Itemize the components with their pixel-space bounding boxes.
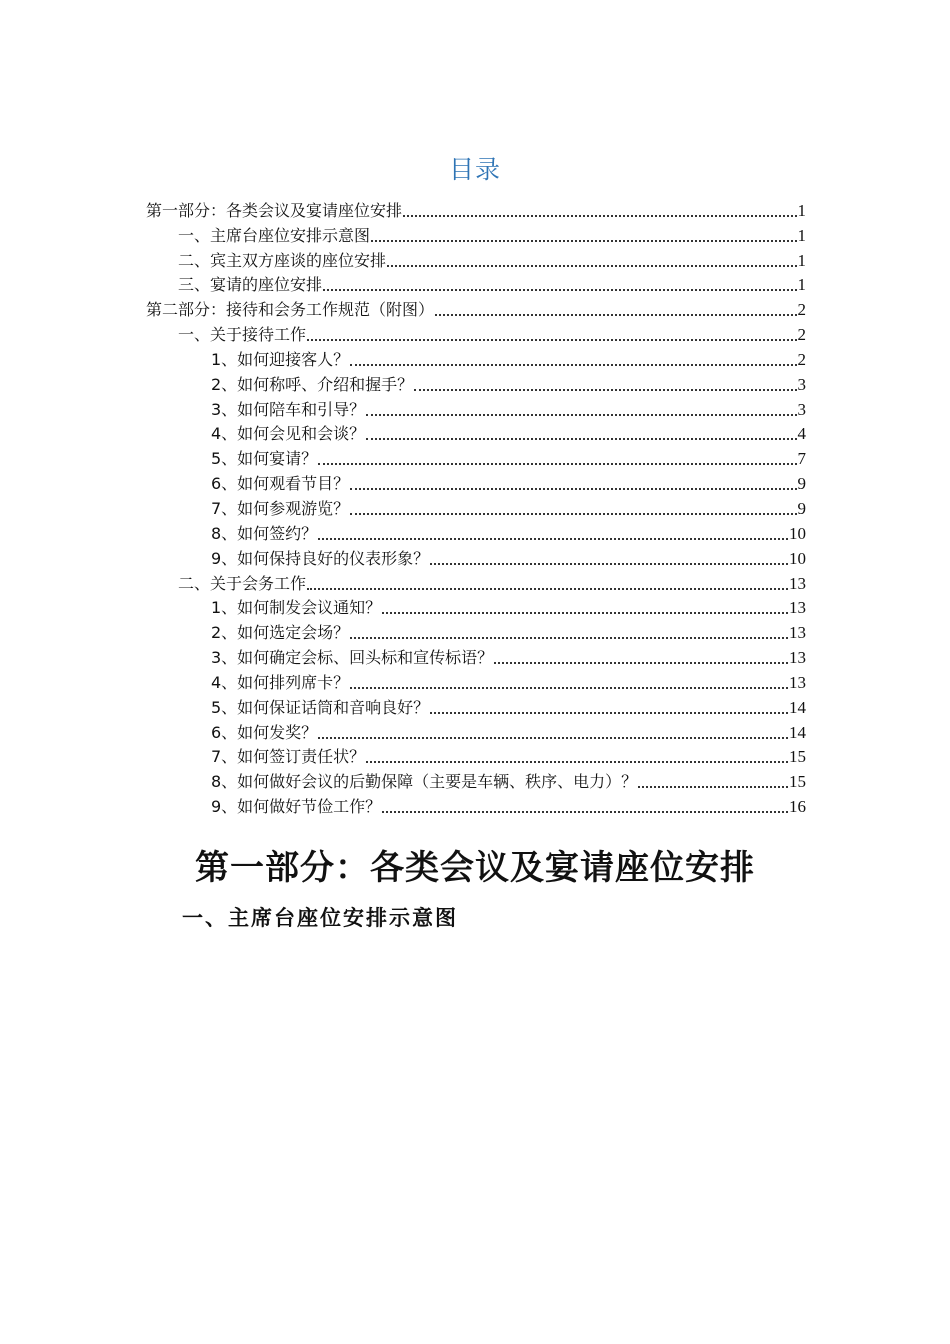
toc-entry-text: 2、如何选定会场？ — [211, 623, 350, 643]
toc-entry[interactable] — [146, 395, 806, 420]
toc-entry[interactable] — [146, 420, 806, 445]
toc-entry-page-number: 9 — [797, 498, 806, 518]
toc-entry-page-number: 14 — [789, 722, 806, 742]
toc-entry-text: 6、如何观看节目？ — [211, 474, 350, 494]
toc-entry-page-number: 9 — [797, 474, 806, 494]
toc-entry[interactable] — [146, 196, 806, 221]
toc-title: 目录 — [448, 155, 501, 184]
toc-entry-text: 5、如何保证话筒和音响良好？ — [211, 697, 430, 717]
toc-entry-text: 2、如何称呼、介绍和握手？ — [211, 374, 414, 394]
toc-entry[interactable] — [146, 643, 806, 668]
toc-entry-page-number: 2 — [797, 325, 806, 345]
toc-dot-leader — [430, 563, 788, 565]
toc-dot-leader — [494, 662, 788, 664]
toc-entry-text: 5、如何宴请？ — [211, 449, 318, 469]
toc-dot-leader — [366, 761, 788, 763]
toc-dot-leader — [350, 687, 788, 689]
toc-dot-leader — [387, 265, 796, 267]
toc-dot-leader — [435, 314, 796, 316]
toc-entry[interactable] — [146, 494, 806, 519]
toc-dot-leader — [318, 737, 788, 739]
toc-entry[interactable] — [146, 544, 806, 569]
toc-entry[interactable] — [146, 519, 806, 544]
toc-entry-text: 二、关于会务工作 — [178, 573, 307, 593]
toc-entry-page-number: 4 — [797, 424, 806, 444]
toc-dot-leader — [350, 513, 796, 515]
toc-entry[interactable] — [146, 221, 806, 246]
toc-entry-text: 3、如何确定会标、回头标和宣传标语？ — [211, 648, 494, 668]
toc-entry-page-number: 15 — [789, 747, 806, 767]
toc-entry[interactable] — [146, 668, 806, 693]
toc-entry-text: 7、如何参观游览？ — [211, 498, 350, 518]
toc-entry-text: 三、宴请的座位安排 — [178, 275, 323, 295]
toc-entry-text: 一、关于接待工作 — [178, 325, 307, 345]
toc-entry-page-number: 2 — [797, 300, 806, 320]
toc-entry[interactable] — [146, 718, 806, 743]
toc-entry[interactable] — [146, 743, 806, 768]
toc-entry-page-number: 1 — [797, 250, 806, 270]
toc-entry[interactable] — [146, 271, 806, 296]
toc-entry[interactable] — [146, 370, 806, 395]
toc-dot-leader — [414, 389, 796, 391]
toc-dot-leader — [403, 215, 796, 217]
toc-entry-page-number: 15 — [789, 772, 806, 792]
toc-entry-text: 9、如何做好节俭工作？ — [211, 797, 382, 817]
toc-entry-text: 1、如何迎接客人？ — [211, 349, 350, 369]
toc-entry-page-number: 1 — [797, 200, 806, 220]
toc-entry[interactable] — [146, 618, 806, 643]
toc-entry[interactable] — [146, 295, 806, 320]
toc-dot-leader — [366, 414, 796, 416]
toc-entry-page-number: 13 — [789, 672, 806, 692]
toc-entry-text: 8、如何签约？ — [211, 523, 318, 543]
toc-entry-page-number: 13 — [789, 648, 806, 668]
toc-entry-text: 4、如何会见和会谈？ — [211, 424, 366, 444]
toc-entry-page-number: 3 — [797, 399, 806, 419]
toc-entry-text: 7、如何签订责任状？ — [211, 747, 366, 767]
toc-dot-leader — [430, 712, 788, 714]
toc-dot-leader — [382, 612, 788, 614]
toc-dot-leader — [323, 289, 796, 291]
part-heading: 第一部分：各类会议及宴请座位安排 — [195, 848, 755, 888]
toc-entry-page-number: 3 — [797, 374, 806, 394]
toc-dot-leader — [371, 240, 796, 242]
toc-dot-leader — [350, 364, 796, 366]
toc-entry[interactable] — [146, 246, 806, 271]
toc-dot-leader — [350, 488, 796, 490]
toc-entry-text: 1、如何制发会议通知？ — [211, 598, 382, 618]
toc-entry[interactable] — [146, 569, 806, 594]
toc-entry-page-number: 13 — [789, 598, 806, 618]
toc-entry[interactable] — [146, 345, 806, 370]
toc-entry-page-number: 10 — [789, 523, 806, 543]
toc-entry-page-number: 14 — [789, 697, 806, 717]
toc-entry-text: 二、宾主双方座谈的座位安排 — [178, 250, 387, 270]
toc-entry-page-number: 16 — [789, 797, 806, 817]
section-heading: 一、主席台座位安排示意图 — [182, 905, 458, 930]
toc-entry[interactable] — [146, 792, 806, 817]
toc-entry[interactable] — [146, 594, 806, 619]
toc-dot-leader — [350, 637, 788, 639]
toc-dot-leader — [366, 438, 796, 440]
toc-entry-page-number: 13 — [789, 573, 806, 593]
toc-dot-leader — [318, 463, 796, 465]
toc-entry-text: 8、如何做好会议的后勤保障（主要是车辆、秩序、电力）？ — [211, 772, 638, 792]
toc-dot-leader — [318, 538, 788, 540]
toc-entry-page-number: 2 — [797, 349, 806, 369]
toc-entry-page-number: 1 — [797, 275, 806, 295]
toc-entry-page-number: 13 — [789, 623, 806, 643]
toc-dot-leader — [382, 811, 788, 813]
toc-entry[interactable] — [146, 444, 806, 469]
toc-dot-leader — [638, 786, 788, 788]
toc-entry-text: 3、如何陪车和引导？ — [211, 399, 366, 419]
toc-entry[interactable] — [146, 320, 806, 345]
toc-entry[interactable] — [146, 693, 806, 718]
toc-dot-leader — [307, 339, 796, 341]
toc-entry-text: 第二部分：接待和会务工作规范（附图） — [146, 300, 435, 320]
toc-entry[interactable] — [146, 767, 806, 792]
table-of-contents — [146, 196, 806, 817]
toc-entry-page-number: 10 — [789, 548, 806, 568]
toc-dot-leader — [307, 588, 788, 590]
toc-entry-page-number: 7 — [797, 449, 806, 469]
toc-entry-text: 一、主席台座位安排示意图 — [178, 225, 371, 245]
toc-entry-text: 第一部分：各类会议及宴请座位安排 — [146, 200, 403, 220]
toc-entry-text: 6、如何发奖？ — [211, 722, 318, 742]
toc-entry-page-number: 1 — [797, 225, 806, 245]
toc-entry-text: 9、如何保持良好的仪表形象？ — [211, 548, 430, 568]
toc-entry[interactable] — [146, 469, 806, 494]
toc-entry-text: 4、如何排列席卡？ — [211, 672, 350, 692]
